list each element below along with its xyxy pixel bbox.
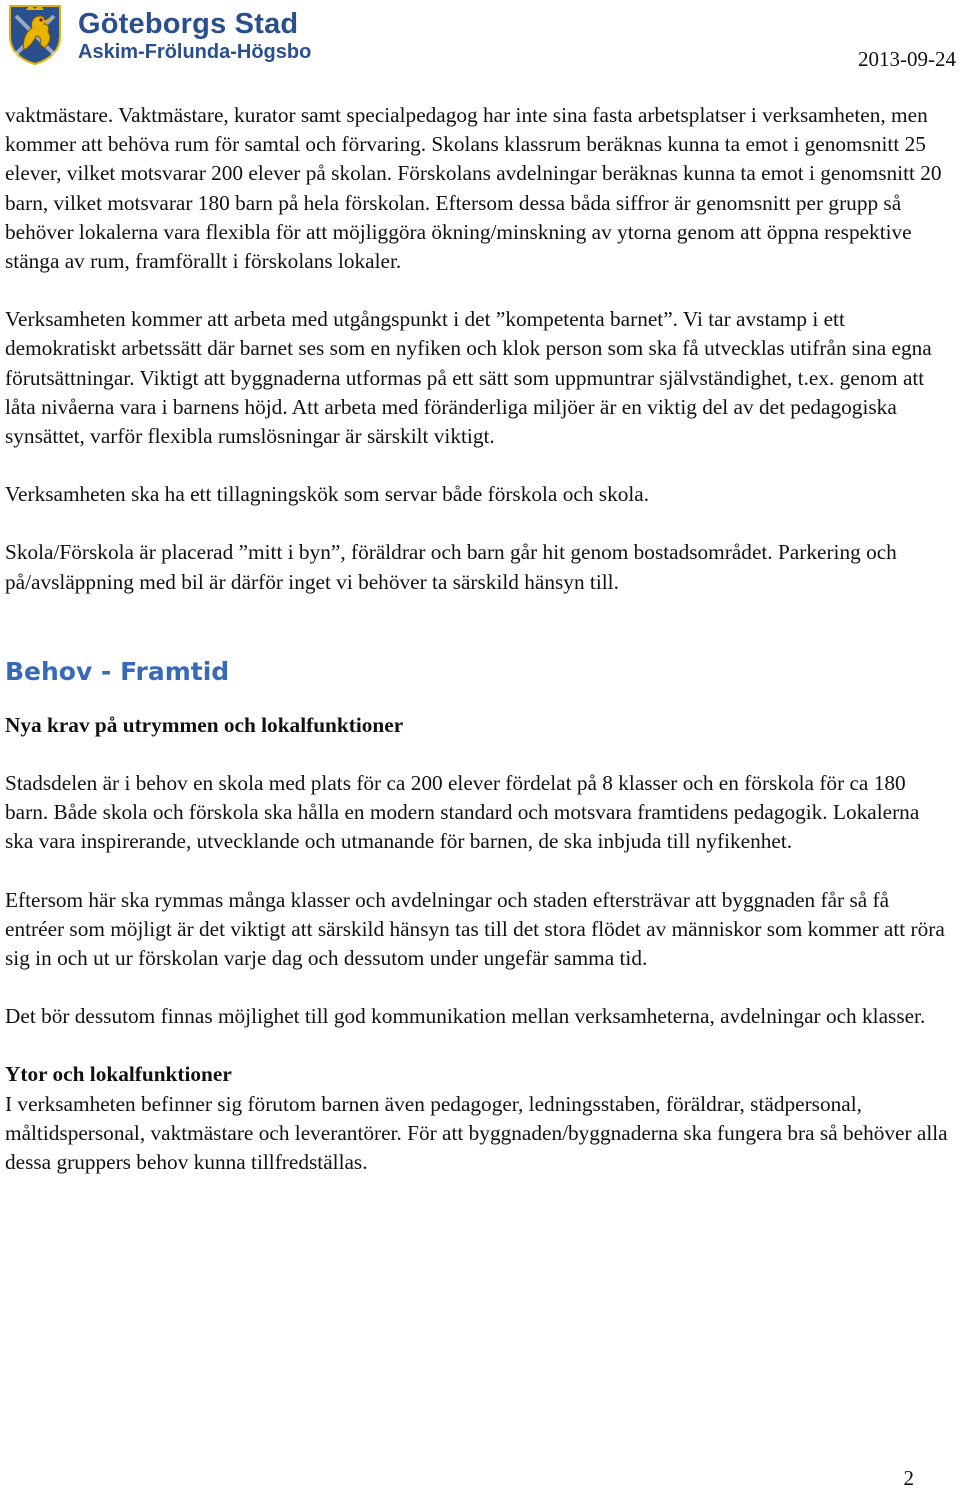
paragraph-2: Verksamheten kommer att arbeta med utgångspunkt i det ”kompetenta barnet”. Vi tar avstamp i ett demokratiskt arbetssätt där barnet ses som en nyfiken och klok person som ska få utvecklas utifrån sina egna förutsättningar. Viktigt att byggnaderna utformas på ett sätt som uppmuntrar självständighet, t.ex. genom att låta nivåerna vara i barnens höjd. Att arbeta med föränderliga miljöer är en viktig del av det pedagogiska synsättet, varför flexibla rumslösningar är särskilt viktigt. [5, 307, 932, 449]
page-number: 2 [903, 1466, 914, 1490]
brand-name [78, 8, 311, 63]
document-body [5, 101, 950, 1177]
subheading-requirements: Nya krav på utrymmen och lokalfunktioner [5, 712, 404, 737]
subheading-spaces: Ytor och lokalfunktioner [5, 1062, 232, 1087]
document-date: 2013-09-24 [858, 47, 956, 71]
brand-line2: Askim-Frölunda-Högsbo [78, 41, 312, 63]
paragraph-3: Verksamheten ska ha ett tillagningskök som servar både förskola och skola. [5, 482, 650, 507]
paragraph-6: Eftersom här ska rymmas många klasser och avdelningar och staden eftersträvar att byggnaden får så få entréer som möjligt är det viktigt att särskild hänsyn tas till det stora flödet av människor som kommer att röra sig in och ut ur förskolan varje dag och dessutom under ungefär samma tid. [5, 887, 945, 971]
goteborg-coat-of-arms-icon [4, 2, 66, 66]
paragraph-4: Skola/Förskola är placerad ”mitt i byn”, föräldrar och barn går hit genom bostadsområdet. Parkering och på/avsläppning med bil är därför inget vi behöver ta särskild hänsyn till. [5, 540, 897, 594]
section-heading: Behov - Framtid [5, 656, 230, 686]
brand-line1: Göteborgs Stad [78, 8, 299, 40]
paragraph-7: Det bör dessutom finnas möjlighet till god kommunikation mellan verksamheterna, avdelningar och klasser. [5, 1004, 926, 1029]
paragraph-1: vaktmästare. Vaktmästare, kurator samt specialpedagog har inte sina fasta arbetsplatser i verksamheten, men kommer att behöva rum för samtal och förvaring. Skolans klassrum beräknas kunna ta emot i genomsnitt 25 elever, vilket motsvarar 200 elever på skolan. Förskolans avdelningar beräknas kunna ta emot i genomsnitt 20 barn, vilket motsvarar 180 barn på hela förskolan. Eftersom dessa båda siffror är genomsnitt per grupp så behöver lokalerna vara flexibla för att möjliggöra ökning/minskning av ytorna genom att öppna respektive stänga av rum, framförallt i förskolans lokaler. [5, 103, 942, 274]
paragraph-5: Stadsdelen är i behov en skola med plats för ca 200 elever fördelat på 8 klasser och en förskola för ca 180 barn. Både skola och förskola ska hålla en modern standard och motsvara framtidens pedagogik. Lokalerna ska vara inspirerande, utvecklande och utmanande för barnen, de ska inbjuda till nyfikenhet. [5, 771, 920, 854]
paragraph-8: I verksamheten befinner sig förutom barnen även pedagoger, ledningsstaben, föräldrar, städpersonal, måltidspersonal, vaktmästare och leverantörer. För att byggnaden/byggnaderna ska fungera bra så behöver alla dessa gruppers behov kunna tillfredställas. [5, 1091, 948, 1175]
page-header [0, 0, 960, 80]
